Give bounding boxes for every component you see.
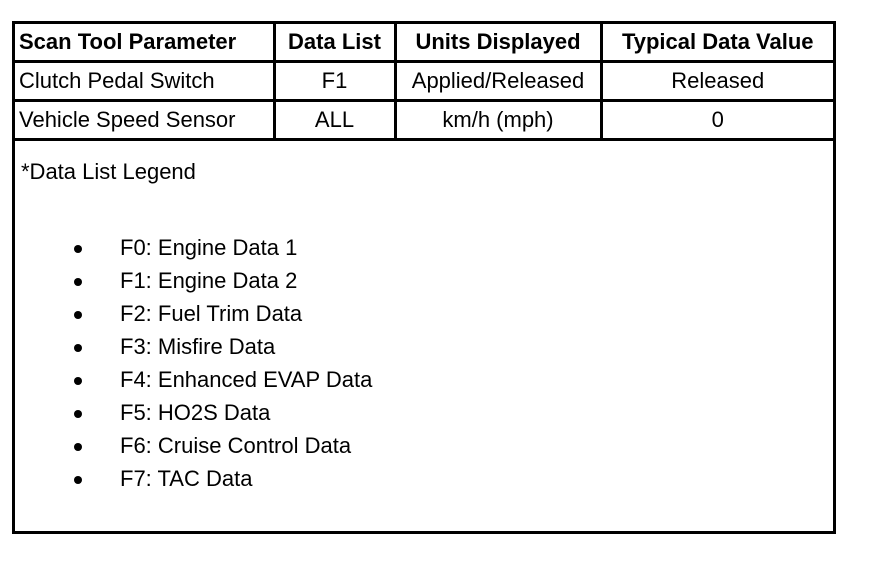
legend-title: *Data List Legend <box>21 159 196 184</box>
header-typical-data-value: Typical Data Value <box>601 24 833 62</box>
bullet-icon <box>74 278 82 286</box>
parameter-table <box>15 24 833 141</box>
cell-units: Applied/Released <box>395 62 601 101</box>
cell-typical-value: 0 <box>601 101 833 140</box>
cell-parameter: Vehicle Speed Sensor <box>15 101 274 140</box>
legend-item-text: F0: Engine Data 1 <box>120 235 298 260</box>
legend-item-text: F2: Fuel Trim Data <box>120 301 303 326</box>
data-list-legend <box>15 151 833 531</box>
cell-data-list: ALL <box>274 101 395 140</box>
header-scan-tool-parameter: Scan Tool Parameter <box>15 24 274 62</box>
cell-data-list: F1 <box>274 62 395 101</box>
table-header-row <box>15 24 833 62</box>
table-row <box>15 62 833 101</box>
cell-parameter: Clutch Pedal Switch <box>15 62 274 101</box>
bullet-icon <box>74 311 82 319</box>
bullet-icon <box>74 443 82 451</box>
table-row <box>15 101 833 140</box>
parameter-table-frame <box>12 21 836 534</box>
legend-item-text: F7: TAC Data <box>120 466 253 491</box>
cell-units: km/h (mph) <box>395 101 601 140</box>
legend-item-text: F3: Misfire Data <box>120 334 276 359</box>
bullet-icon <box>74 377 82 385</box>
legend-item-text: F4: Enhanced EVAP Data <box>120 367 373 392</box>
header-data-list: Data List <box>274 24 395 62</box>
legend-item-text: F1: Engine Data 2 <box>120 268 298 293</box>
bullet-icon <box>74 410 82 418</box>
header-units-displayed: Units Displayed <box>395 24 601 62</box>
cell-typical-value: Released <box>601 62 833 101</box>
legend-item-text: F5: HO2S Data <box>120 400 271 425</box>
legend-item-text: F6: Cruise Control Data <box>120 433 352 458</box>
bullet-icon <box>74 476 82 484</box>
bullet-icon <box>74 344 82 352</box>
bullet-icon <box>74 245 82 253</box>
